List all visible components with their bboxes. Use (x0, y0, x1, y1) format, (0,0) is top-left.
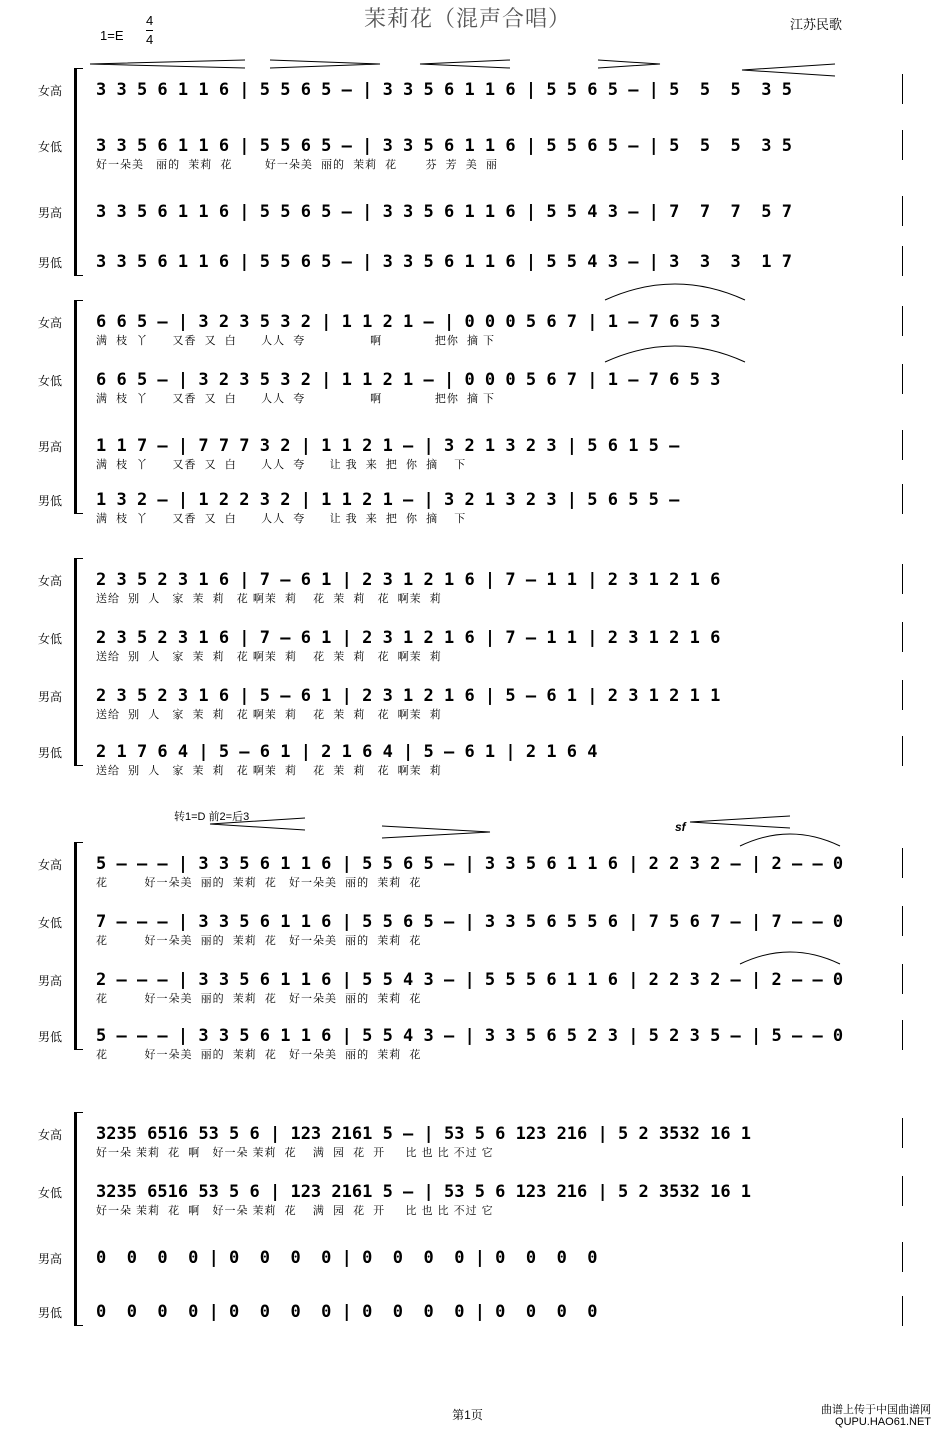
crescendo-hairpin (420, 60, 510, 68)
notation-line: 7 – – – | 3 3 5 6 1 1 6 | 5 5 6 5 – | 3 3 5 6 5 5 6 | 7 5 6 7 – | 7 – – 0 (96, 912, 844, 932)
part-label: 男高 (38, 206, 63, 220)
part-label: 男高 (38, 1252, 63, 1266)
notation-line: 1 1 7 – | 7 7 7 3 2 | 1 1 2 1 – | 3 2 1 3 2 3 | 5 6 1 5 – (96, 436, 680, 456)
page-title: 茉莉花（混声合唱） (363, 7, 571, 32)
part-label: 女低 (38, 916, 63, 930)
lyrics-line: 好一朵美 丽的 茉莉 花 好一朵美 丽的 茉莉 花 芬 芳 美 丽 (96, 159, 498, 171)
notation-line: 0 0 0 0 | 0 0 0 0 | 0 0 0 0 | 0 0 0 0 (96, 1248, 598, 1268)
notation-line: 3235 6516 53 5 6 | 123 2161 5 – | 53 5 6 123 216 | 5 2 3532 16 1 (96, 1182, 752, 1202)
lyrics-line: 花 好一朵美 丽的 茉莉 花 好一朵美 丽的 茉莉 花 (96, 1049, 422, 1061)
part-label: 男低 (38, 1306, 63, 1320)
lyrics-line: 送给 别 人 家 茉 莉 花 啊茉 莉 花 茉 莉 花 啊茉 莉 (96, 709, 442, 721)
part-label: 女低 (38, 1186, 63, 1200)
slur (605, 346, 745, 362)
watermark (821, 1404, 931, 1428)
part-label: 女低 (38, 632, 63, 646)
slur (740, 834, 840, 846)
part-label: 女高 (38, 858, 63, 872)
part-label: 女高 (38, 84, 63, 98)
decrescendo-hairpin (270, 60, 380, 68)
key-signature: 1=E (100, 28, 124, 43)
modulation-mark: 转1=D 前2=后3 (174, 811, 250, 823)
lyrics-line: 送给 别 人 家 茉 莉 花 啊茉 莉 花 茉 莉 花 啊茉 莉 (96, 651, 442, 663)
crescendo-hairpin (690, 816, 790, 828)
notation-line: 3235 6516 53 5 6 | 123 2161 5 – | 53 5 6 123 216 | 5 2 3532 16 1 (96, 1124, 752, 1144)
notation-line: 6 6 5 – | 3 2 3 5 3 2 | 1 1 2 1 – | 0 0 0 5 6 7 | 1 – 7 6 5 3 (96, 312, 721, 332)
lyrics-line: 花 好一朵美 丽的 茉莉 花 好一朵美 丽的 茉莉 花 (96, 993, 422, 1005)
lyrics-line: 送给 别 人 家 茉 莉 花 啊茉 莉 花 茉 莉 花 啊茉 莉 (96, 593, 442, 605)
meter-bottom: 4 (146, 32, 154, 47)
part-label: 女高 (38, 1128, 63, 1142)
part-label: 女高 (38, 316, 63, 330)
notation-line: 3 3 5 6 1 1 6 | 5 5 6 5 – | 3 3 5 6 1 1 6 | 5 5 6 5 – | 5 5 5 3 5 (96, 136, 792, 156)
notation-line: 2 – – – | 3 3 5 6 1 1 6 | 5 5 4 3 – | 5 5 5 6 1 1 6 | 2 2 3 2 – | 2 – – 0 (96, 970, 844, 990)
meter-top: 4 (146, 13, 154, 28)
notation-line: 5 – – – | 3 3 5 6 1 1 6 | 5 5 4 3 – | 3 3 5 6 5 2 3 | 5 2 3 5 – | 5 – – 0 (96, 1026, 844, 1046)
part-label: 男高 (38, 690, 63, 704)
notation-line: 0 0 0 0 | 0 0 0 0 | 0 0 0 0 | 0 0 0 0 (96, 1302, 598, 1322)
part-label: 女低 (38, 374, 63, 388)
notation-line: 3 3 5 6 1 1 6 | 5 5 6 5 – | 3 3 5 6 1 1 6 | 5 5 4 3 – | 3 3 3 1 7 (96, 252, 792, 272)
notation-line: 5 – – – | 3 3 5 6 1 1 6 | 5 5 6 5 – | 3 3 5 6 1 1 6 | 2 2 3 2 – | 2 – – 0 (96, 854, 844, 874)
part-label: 女低 (38, 140, 63, 154)
dynamic-mark: sf (675, 820, 686, 834)
notation-line: 3 3 5 6 1 1 6 | 5 5 6 5 – | 3 3 5 6 1 1 6 | 5 5 4 3 – | 7 7 7 5 7 (96, 202, 792, 222)
notation-line: 6 6 5 – | 3 2 3 5 3 2 | 1 1 2 1 – | 0 0 0 5 6 7 | 1 – 7 6 5 3 (96, 370, 721, 390)
notation-line: 3 3 5 6 1 1 6 | 5 5 6 5 – | 3 3 5 6 1 1 6 | 5 5 6 5 – | 5 5 5 3 5 (96, 80, 792, 100)
crescendo-hairpin (210, 818, 305, 830)
lyrics-line: 好一朵 茉莉 花 啊 好一朵 茉莉 花 满 园 花 开 比 也 比 不过 它 (96, 1147, 494, 1159)
part-label: 男低 (38, 256, 63, 270)
part-label: 男高 (38, 974, 63, 988)
part-label: 男低 (38, 746, 63, 760)
notation-line: 2 3 5 2 3 1 6 | 7 – 6 1 | 2 3 1 2 1 6 | 7 – 1 1 | 2 3 1 2 1 6 (96, 570, 721, 590)
crescendo-hairpin (90, 60, 245, 68)
lyrics-line: 满 枝 丫 又香 又 白 人人 夸 让 我 来 把 你 摘 下 (96, 513, 467, 525)
lyrics-line: 满 枝 丫 又香 又 白 人人 夸 啊 把你 摘 下 (96, 393, 496, 405)
part-label: 女高 (38, 574, 63, 588)
song-origin: 江苏民歌 (790, 17, 843, 32)
lyrics-line: 送给 别 人 家 茉 莉 花 啊茉 莉 花 茉 莉 花 啊茉 莉 (96, 765, 442, 777)
lyrics-line: 好一朵 茉莉 花 啊 好一朵 茉莉 花 满 园 花 开 比 也 比 不过 它 (96, 1205, 494, 1217)
crescendo-hairpin (742, 64, 835, 76)
lyrics-line: 花 好一朵美 丽的 茉莉 花 好一朵美 丽的 茉莉 花 (96, 877, 422, 889)
part-label: 男低 (38, 1030, 63, 1044)
lyrics-line: 花 好一朵美 丽的 茉莉 花 好一朵美 丽的 茉莉 花 (96, 935, 422, 947)
notation-line: 2 1 7 6 4 | 5 – 6 1 | 2 1 6 4 | 5 – 6 1 | 2 1 6 4 (96, 742, 598, 762)
decrescendo-hairpin (382, 826, 490, 838)
decrescendo-hairpin (598, 60, 660, 68)
notation-line: 1 3 2 – | 1 2 2 3 2 | 1 1 2 1 – | 3 2 1 3 2 3 | 5 6 5 5 – (96, 490, 680, 510)
notation-line: 2 3 5 2 3 1 6 | 7 – 6 1 | 2 3 1 2 1 6 | 7 – 1 1 | 2 3 1 2 1 6 (96, 628, 721, 648)
part-label: 男低 (38, 494, 63, 508)
lyrics-line: 满 枝 丫 又香 又 白 人人 夸 啊 把你 摘 下 (96, 335, 496, 347)
slur (605, 284, 745, 300)
notation-line: 2 3 5 2 3 1 6 | 5 – 6 1 | 2 3 1 2 1 6 | 5 – 6 1 | 2 3 1 2 1 1 (96, 686, 721, 706)
watermark-line1: 曲谱上传于中国曲谱网 (821, 1404, 931, 1416)
lyrics-line: 满 枝 丫 又香 又 白 人人 夸 让 我 来 把 你 摘 下 (96, 459, 467, 471)
page-number: 第1页 (452, 1408, 483, 1422)
part-label: 男高 (38, 440, 63, 454)
watermark-line2: QUPU.HAO61.NET (835, 1416, 931, 1428)
slur (740, 952, 840, 964)
